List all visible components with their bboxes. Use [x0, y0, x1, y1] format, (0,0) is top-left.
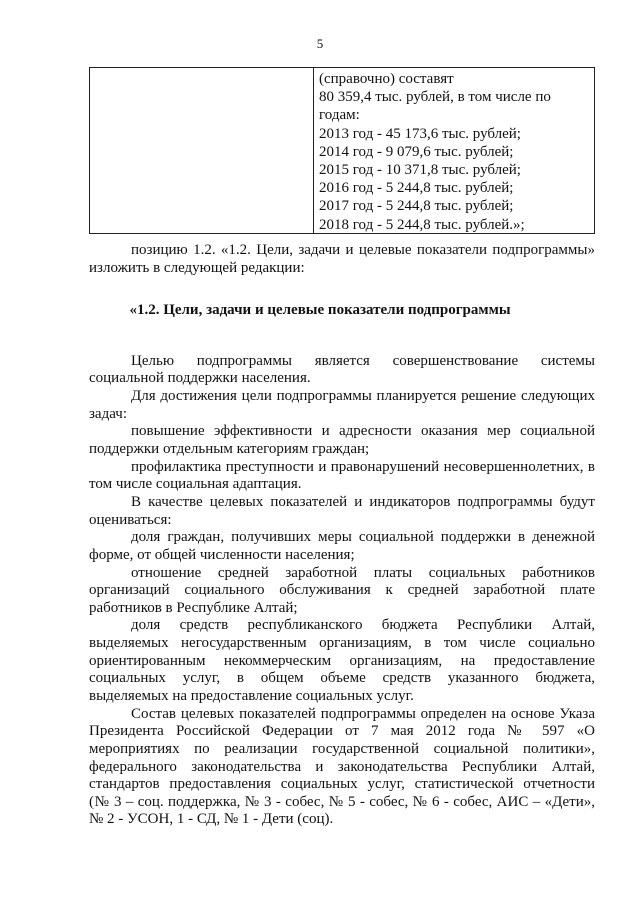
- body-line: выделяемых негосударственным организациям, в том числе социально: [89, 635, 595, 651]
- table-line: 2013 год - 45 173,6 тыс. рублей;: [319, 125, 521, 142]
- body-line: ориентированным некоммерческим организациям, на предоставление: [89, 653, 595, 669]
- body-line: социальной поддержки населения.: [89, 370, 311, 386]
- body-line: доля граждан, получивших меры социальной поддержки в денежной: [131, 529, 595, 545]
- body-line: Для достижения цели подпрограммы планируется решение следующих: [131, 388, 595, 404]
- table-funding-cell: [319, 70, 591, 234]
- body-line: оцениваться:: [89, 512, 172, 528]
- table-line: 2014 год - 9 079,6 тыс. рублей;: [319, 143, 514, 160]
- section-heading: «1.2. Цели, задачи и целевые показатели подпрограммы: [129, 302, 511, 318]
- page-number: 5: [316, 36, 324, 51]
- table-line: (справочно) составят: [319, 71, 454, 87]
- body-line: стандартов предоставления социальных услуг, статистической отчетности: [89, 776, 595, 792]
- body-line: Состав целевых показателей подпрограммы определен на основе Указа: [131, 706, 595, 722]
- table-line: 2017 год - 5 244,8 тыс. рублей;: [319, 198, 514, 215]
- body-line: федерального законодательства и законодательства Республики Алтай,: [89, 759, 595, 775]
- body-line: Президента Российской Федерации от 7 мая 2012 года № 597 «О: [89, 723, 595, 739]
- funding-table: [89, 67, 595, 234]
- body-line: В качестве целевых показателей и индикаторов подпрограммы будут: [131, 494, 595, 510]
- body-line: выделяемых на предоставление социальных услуг.: [89, 688, 414, 704]
- body-line: поддержки отдельным категориям граждан;: [89, 441, 370, 457]
- table-line: 80 359,4 тыс. рублей, в том числе по: [319, 89, 551, 106]
- body-line: форме, от общей численности населения;: [89, 547, 355, 563]
- table-column-divider: [313, 68, 314, 233]
- body-line: мероприятиях по реализации государственной социальной политики»,: [89, 741, 595, 757]
- body-line: Целью подпрограммы является совершенствование системы: [131, 353, 595, 369]
- body-line: работников в Республике Алтай;: [89, 600, 298, 616]
- body-line: том числе социальная адаптация.: [89, 476, 302, 492]
- table-line: 2015 год - 10 371,8 тыс. рублей;: [319, 162, 521, 179]
- table-line: 2018 год - 5 244,8 тыс. рублей.»;: [319, 216, 525, 233]
- intro-line: изложить в следующей редакции:: [89, 260, 305, 276]
- intro-line: позицию 1.2. «1.2. Цели, задачи и целевые показатели подпрограммы»: [131, 242, 595, 258]
- body-line: задач:: [89, 406, 127, 422]
- table-line: годам:: [319, 107, 360, 124]
- body-line: профилактика преступности и правонарушений несовершеннолетних, в: [131, 459, 595, 475]
- body-line: организаций социального обслуживания к средней заработной плате: [89, 582, 595, 598]
- body-line: № 2 - УСОН, 1 - СД, № 1 - Дети (соц).: [89, 811, 334, 827]
- body-line: социальных услуг, в общем объеме средств указанного бюджета,: [89, 670, 595, 686]
- body-line: (№ 3 – соц. поддержка, № 3 - собес, № 5 - собес, № 6 - собес, АИС – «Дети»,: [89, 794, 595, 810]
- table-line: 2016 год - 5 244,8 тыс. рублей;: [319, 180, 514, 197]
- body-line: доля средств республиканского бюджета Республики Алтай,: [131, 617, 595, 633]
- body-line: отношение средней заработной платы социальных работников: [131, 565, 595, 581]
- body-line: повышение эффективности и адресности оказания мер социальной: [131, 423, 595, 439]
